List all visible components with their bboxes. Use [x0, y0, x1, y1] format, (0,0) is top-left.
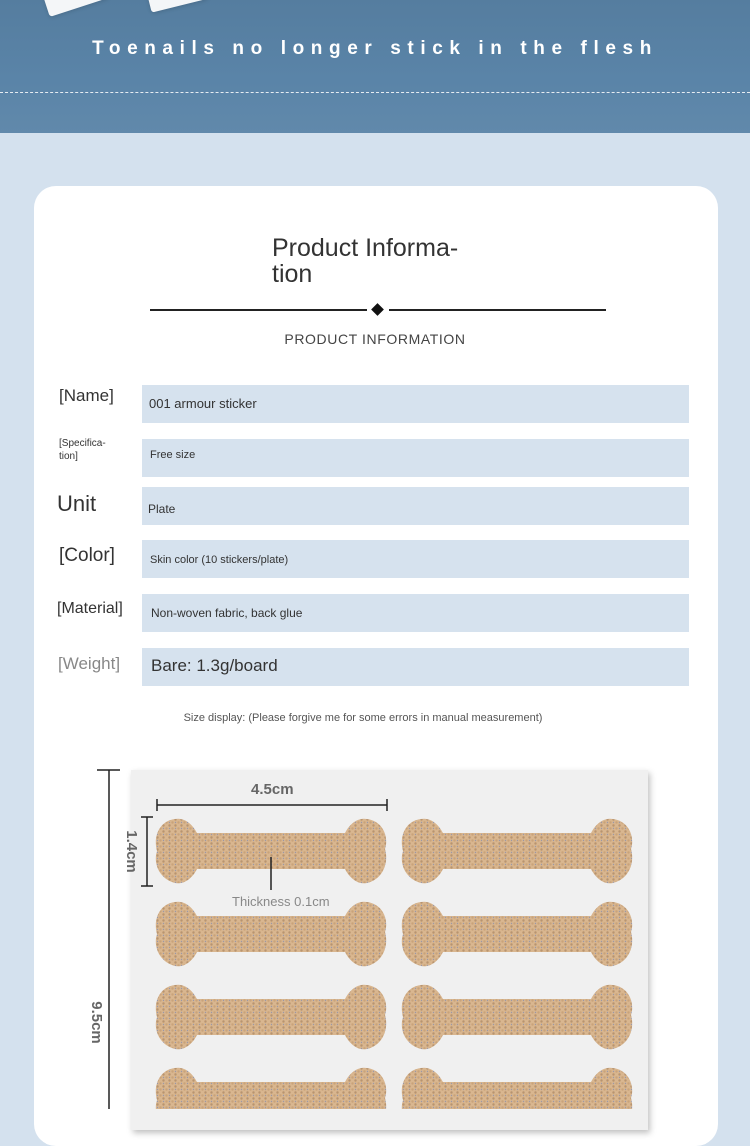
- row-label-name: [Name]: [59, 386, 114, 405]
- toenail-sticker: [402, 985, 632, 1050]
- row-label-weight: [Weight]: [58, 654, 121, 673]
- height-label: 1.4cm: [122, 830, 140, 873]
- size-display-note: Size display: (Please forgive me for some errors in manual measurement): [183, 712, 543, 724]
- toenail-sticker: [156, 902, 386, 967]
- banner-headline: Toenails no longer stick in the flesh: [92, 38, 658, 59]
- toenail-sticker: [402, 1068, 632, 1109]
- row-label-material: [Material]: [57, 600, 123, 617]
- row-value-material: Non-woven fabric, back glue: [151, 606, 303, 620]
- toenail-sticker: [156, 985, 386, 1050]
- toenail-sticker: [156, 1068, 386, 1109]
- width-label: 4.5cm: [251, 781, 294, 798]
- section-subtitle: PRODUCT INFORMATION: [284, 331, 466, 347]
- row-label-color: [Color]: [59, 545, 115, 566]
- row-label-specification: [Specifica- tion]: [59, 438, 106, 462]
- row-value-weight: Bare: 1.3g/board: [151, 656, 278, 675]
- sticker-row: [156, 819, 632, 1109]
- row-label-unit: Unit: [57, 491, 97, 516]
- thickness-label: Thickness 0.1cm: [232, 894, 330, 909]
- toenail-sticker: [402, 819, 632, 884]
- row-value-specification: Free size: [150, 449, 196, 461]
- row-value-color: Skin color (10 stickers/plate): [150, 554, 289, 566]
- sheet-height-dimension-line: [97, 770, 120, 1109]
- row-value-name: 001 armour sticker: [149, 396, 257, 411]
- toenail-sticker: [402, 902, 632, 967]
- section-title: Product Informa- tion: [272, 234, 459, 288]
- width-dimension-line: [157, 799, 387, 811]
- height-dimension-line: [141, 817, 153, 886]
- sheet-height-label: 9.5cm: [87, 1001, 105, 1044]
- row-value-unit: Plate: [148, 502, 176, 516]
